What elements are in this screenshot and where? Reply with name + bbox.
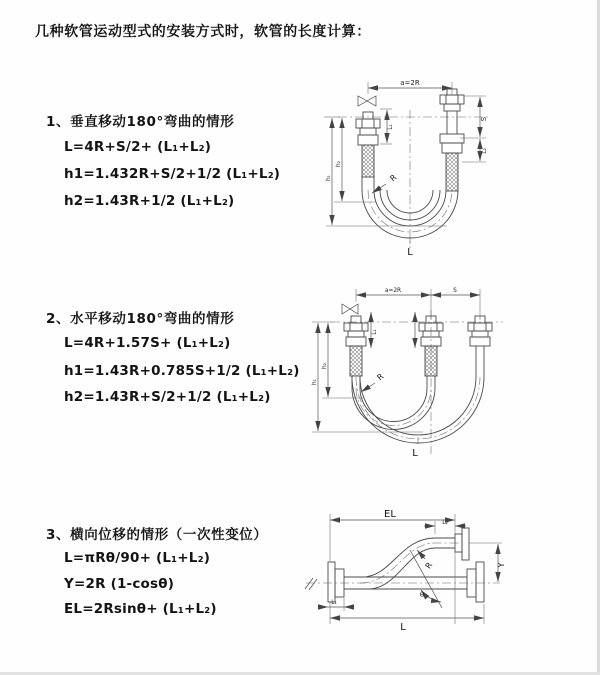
hose-s-curve — [362, 538, 455, 589]
valve-icon — [358, 96, 376, 106]
radius-label: R — [423, 560, 435, 571]
diagram-horizontal-180-bend — [303, 282, 593, 467]
u-bend-hose-position-1 — [352, 376, 435, 429]
length-label: L — [412, 448, 418, 459]
formula-line: h1=1.432R+S/2+1/2 (L₁+L₂) — [64, 166, 281, 182]
radius-label: R — [388, 172, 399, 184]
dim-label-s: S — [453, 288, 457, 294]
formula-line: h2=1.43R+1/2 (L₁+L₂) — [64, 193, 235, 209]
radius-leader — [361, 383, 375, 392]
valve-icon — [342, 304, 358, 314]
formula-line: h2=1.43R+S/2+1/2 (L₁+L₂) — [64, 389, 271, 405]
right-lower-flange — [467, 562, 484, 602]
diagram-lateral-displacement — [300, 498, 600, 653]
formula-line: h1=1.43R+0.785S+1/2 (L₁+L₂) — [64, 363, 300, 379]
right-fitting — [440, 89, 464, 191]
braided-hose-section — [350, 346, 362, 376]
left-fitting — [356, 112, 380, 177]
dim-label-h2: h₂ — [336, 161, 342, 167]
upper-flange — [455, 528, 469, 560]
dim-label-l1: L₁ — [331, 600, 337, 606]
formula-line: L=4R+1.57S+ (L₁+L₂) — [64, 335, 231, 351]
section-2-heading: 2、水平移动180°弯曲的情形 — [46, 311, 235, 327]
formula-line: L=πRθ/90+ (L₁+L₂) — [64, 550, 211, 566]
dim-label-s: S — [480, 116, 488, 122]
right-fitting-moved — [468, 316, 492, 377]
formula-line: Y=2R (1-cosθ) — [64, 576, 175, 592]
radius-label: R — [375, 371, 386, 383]
section-3-heading: 3、横向位移的情形（一次性变位） — [46, 527, 268, 543]
dim-label-a2r: a=2R — [400, 79, 420, 87]
dim-label-l1: L₁ — [388, 124, 394, 130]
dim-label-l2: L₂ — [442, 520, 448, 526]
section-1-heading: 1、垂直移动180°弯曲的情形 — [46, 114, 235, 130]
left-flange — [328, 562, 344, 602]
dim-label-l1: L₁ — [372, 329, 378, 335]
left-fitting — [344, 316, 368, 376]
radius-construction-line — [410, 550, 442, 608]
dim-label-l2: L₂ — [482, 148, 488, 154]
formula-line: EL=2Rsinθ+ (L₁+L₂) — [64, 601, 217, 617]
formula-line: L=4R+S/2+ (L₁+L₂) — [64, 139, 212, 155]
braided-hose-section — [362, 145, 374, 177]
dim-label-h2: h₂ — [322, 363, 328, 369]
dim-label-y: Y — [497, 562, 506, 568]
dim-label-el: EL — [384, 509, 396, 520]
page-title: 几种软管运动型式的安装方式时，软管的长度计算： — [35, 24, 371, 40]
angle-label: θ — [419, 591, 425, 599]
dim-label-h1: h₁ — [312, 379, 318, 385]
radius-leader — [417, 550, 425, 559]
middle-fitting — [419, 316, 443, 376]
length-label: L — [407, 247, 413, 258]
length-label: L — [400, 622, 406, 633]
diagram-vertical-180-bend — [310, 72, 590, 262]
break-symbol — [305, 578, 317, 590]
dim-label-h1: h₁ — [326, 175, 332, 181]
dim-label-a2r: a=2R — [384, 288, 402, 294]
braided-hose-section — [446, 153, 458, 191]
braided-hose-section — [425, 346, 437, 376]
u-bend-hose-position-2 — [352, 377, 484, 443]
